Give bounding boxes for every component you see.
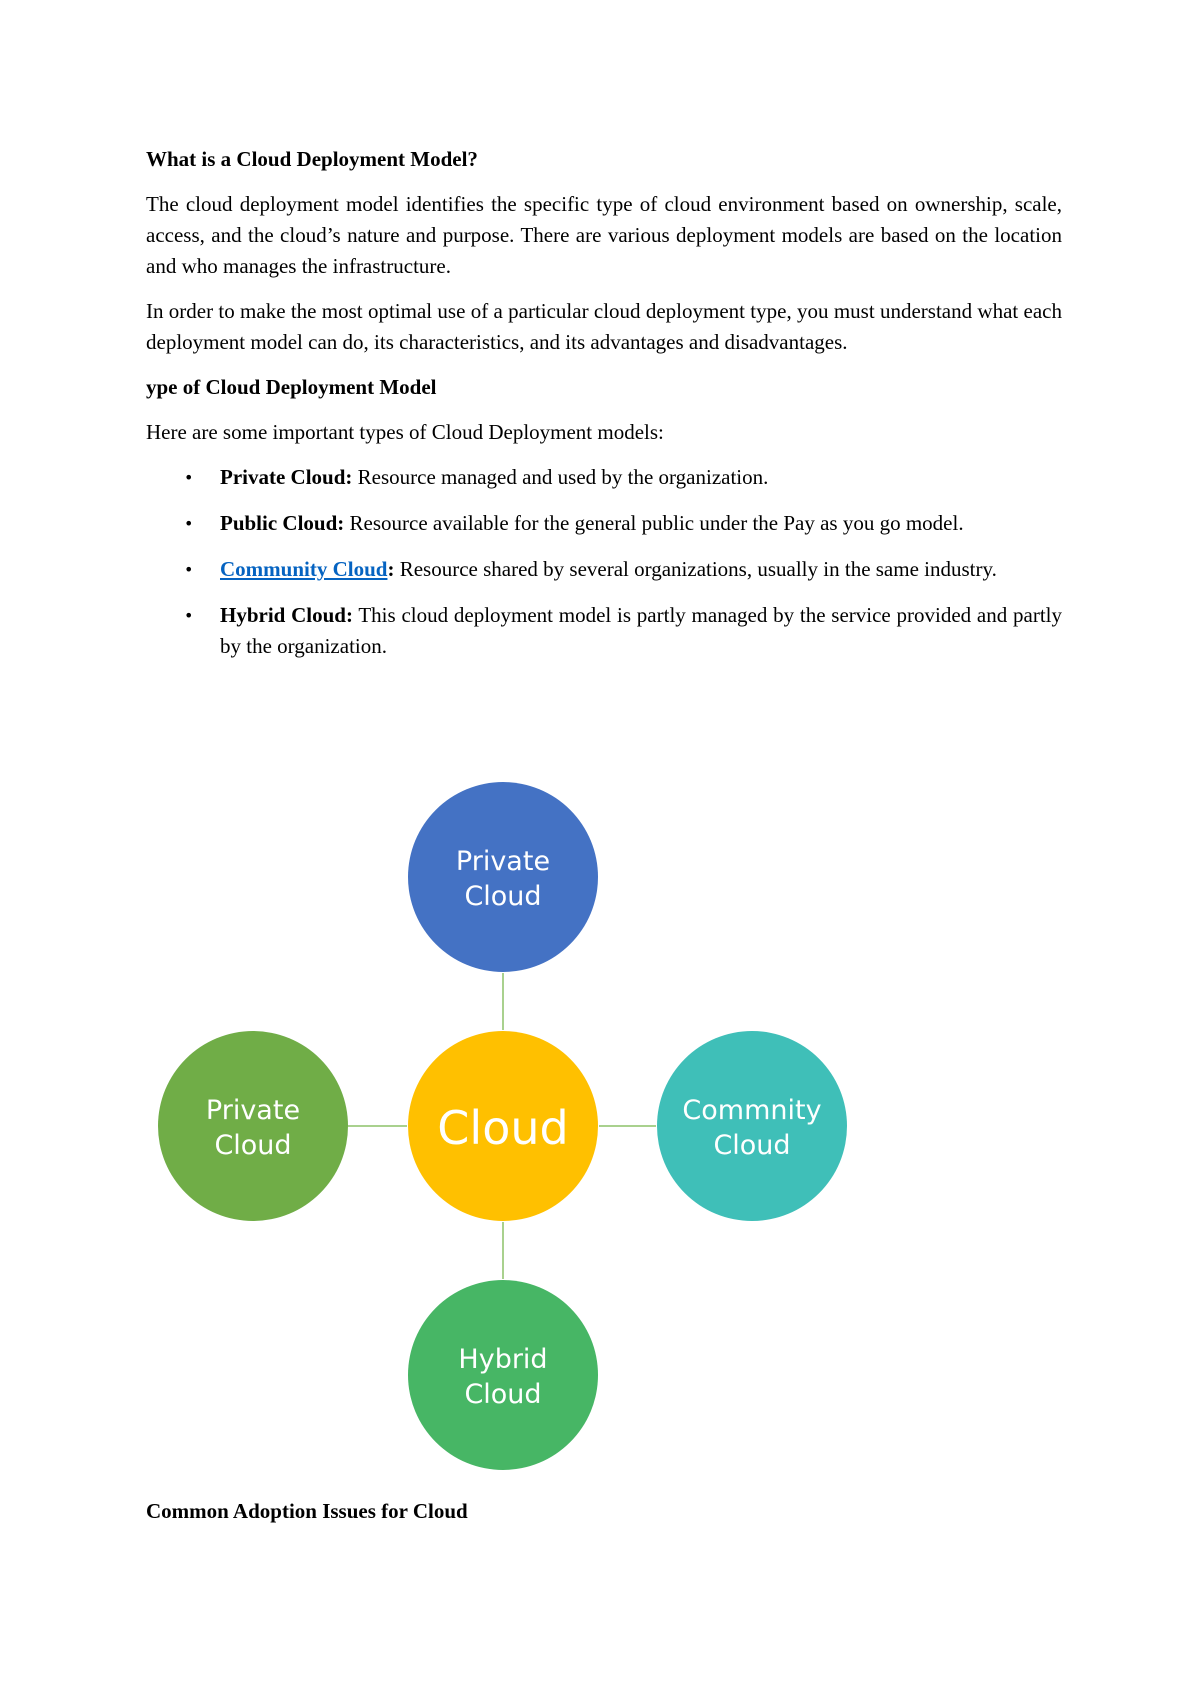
node-label-line1: Hybrid <box>458 1344 548 1375</box>
bullet-icon: • <box>184 514 194 533</box>
paragraph-types-intro: Here are some important types of Cloud Deployment models: <box>146 420 664 444</box>
list-item-private-cloud <box>146 462 1062 493</box>
node-label-line1: Commnity <box>682 1095 822 1126</box>
node-label-line2: Cloud <box>713 1130 791 1161</box>
list-item-community-cloud <box>146 554 1062 585</box>
types-list <box>146 462 1062 662</box>
node-label-center: Cloud <box>437 1101 569 1155</box>
node-circle <box>408 782 598 972</box>
node-circle <box>408 1280 598 1470</box>
term-hybrid-cloud: Hybrid Cloud: <box>220 603 353 627</box>
term-colon: : <box>387 557 395 581</box>
node-label-line2: Cloud <box>214 1130 292 1161</box>
community-cloud-link[interactable]: Community Cloud <box>220 557 388 581</box>
node-label-line1: Private <box>205 1095 301 1126</box>
bullet-icon: • <box>184 606 194 625</box>
node-private-cloud-top <box>408 782 598 972</box>
list-item-public-cloud <box>146 508 1062 539</box>
node-hybrid-cloud-bottom <box>408 1280 598 1470</box>
document-body <box>146 144 1062 677</box>
node-circle <box>657 1031 847 1221</box>
node-cloud-center <box>408 1031 598 1221</box>
node-community-cloud-right <box>657 1031 847 1221</box>
node-private-cloud-left <box>158 1031 348 1221</box>
desc-hybrid-cloud: This cloud deployment model is partly managed by the service provided and partly by the organization. <box>220 603 1062 658</box>
node-label-line2: Cloud <box>464 881 542 912</box>
desc-private-cloud: Resource managed and used by the organization. <box>352 465 769 489</box>
desc-public-cloud: Resource available for the general public under the Pay as you go model. <box>344 511 964 535</box>
term-private-cloud: Private Cloud: <box>220 465 353 489</box>
section-heading-adoption-issues: Common Adoption Issues for Cloud <box>146 1499 468 1523</box>
term-public-cloud: Public Cloud: <box>220 511 345 535</box>
node-label-line2: Cloud <box>464 1379 542 1410</box>
desc-community-cloud: Resource shared by several organizations, usually in the same industry. <box>394 557 997 581</box>
paragraph-optimal-use: In order to make the most optimal use of a particular cloud deployment type, you must understand what each deployment model can do, its characteristics, and its advantages and disadvantages. <box>146 299 1062 354</box>
cloud-deployment-diagram <box>0 770 1200 1480</box>
section-heading-types: ype of Cloud Deployment Model <box>146 375 437 399</box>
node-circle <box>158 1031 348 1221</box>
list-item-hybrid-cloud <box>146 600 1062 662</box>
node-label-line1: Private <box>455 846 551 877</box>
bullet-icon: • <box>184 468 194 487</box>
paragraph-definition: The cloud deployment model identifies the specific type of cloud environment based on ownership, scale, access, and the cloud’s nature and purpose. There are various deployment models are based on the location and who manages the infrastructure. <box>146 192 1062 278</box>
bullet-icon: • <box>184 560 194 579</box>
section-heading-what-is: What is a Cloud Deployment Model? <box>146 147 478 171</box>
